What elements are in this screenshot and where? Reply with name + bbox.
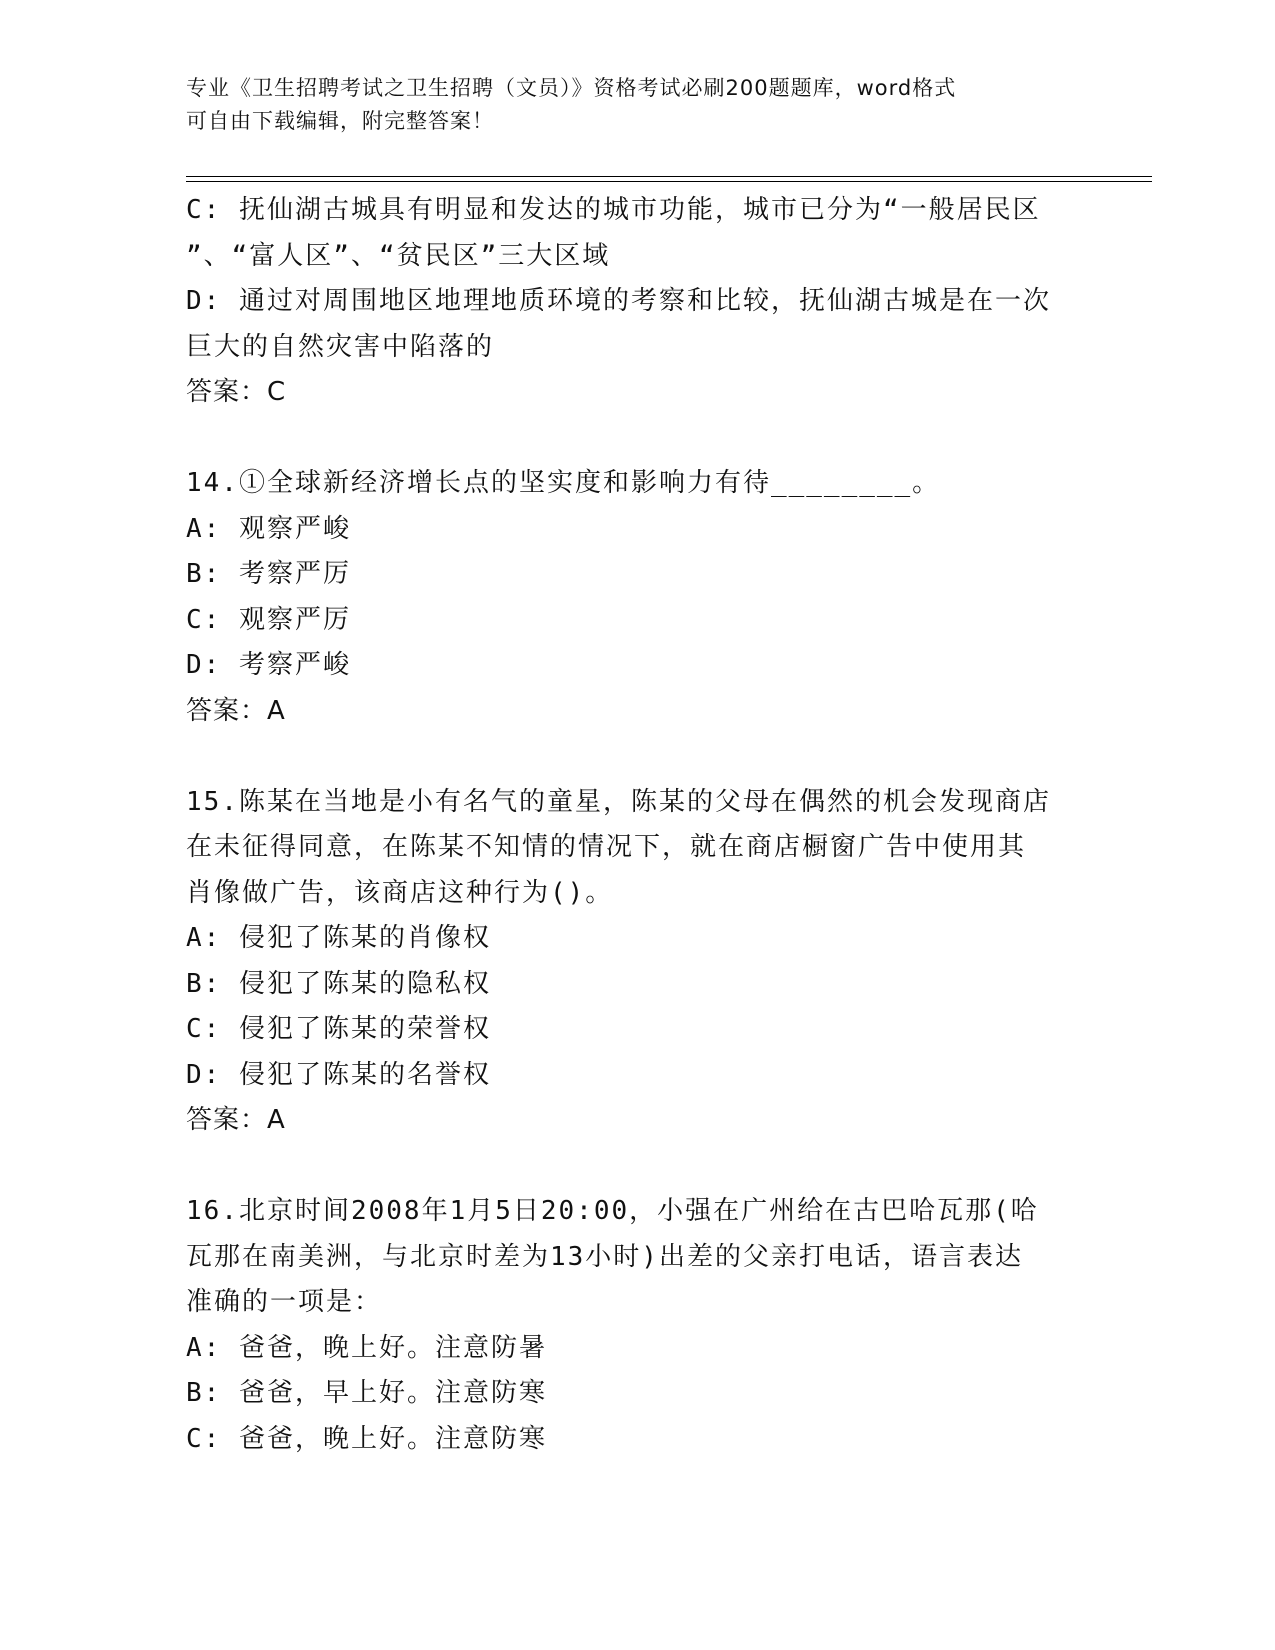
answer: 答案：A <box>186 1105 286 1135</box>
question-16 <box>186 1189 1086 1462</box>
option-c-line-1: C: 抚仙湖古城具有明显和发达的城市功能，城市已分为“一般居民区 <box>186 195 1041 225</box>
spacer <box>186 1144 1086 1190</box>
answer: 答案：A <box>186 695 286 726</box>
question-14 <box>186 461 1086 734</box>
option-c-line-2: ”、“富人区”、“贫民区”三大区域 <box>186 240 611 271</box>
header-line-1: 专业《卫生招聘考试之卫生招聘（文员）》资格考试必刷200题题库，word格式 <box>186 76 957 100</box>
option-a: A: 观察严峻 <box>186 513 351 544</box>
question-stem-line-1: 16.北京时间2008年1月5日20:00，小强在广州给在古巴哈瓦那(哈 <box>186 1196 1039 1226</box>
option-c: C: 观察严厉 <box>186 604 351 635</box>
question-13-tail <box>186 188 1086 416</box>
header-divider <box>186 176 1152 182</box>
question-stem: 14.①全球新经济增长点的坚实度和影响力有待________。 <box>186 468 941 498</box>
option-b: B: 爸爸，早上好。注意防寒 <box>186 1378 547 1408</box>
question-stem-line-2: 瓦那在南美洲，与北京时差为13小时)出差的父亲打电话，语言表达 <box>186 1241 1023 1272</box>
option-a: A: 侵犯了陈某的肖像权 <box>186 923 491 953</box>
option-d: D: 考察严峻 <box>186 650 351 680</box>
option-c: C: 侵犯了陈某的荣誉权 <box>186 1014 491 1044</box>
option-c: C: 爸爸，晚上好。注意防寒 <box>186 1423 547 1454</box>
option-d-line-1: D: 通过对周围地区地理地质环境的考察和比较，抚仙湖古城是在一次 <box>186 286 1051 316</box>
question-stem-line-3: 准确的一项是： <box>186 1287 383 1317</box>
question-stem-line-3: 肖像做广告，该商店这种行为()。 <box>186 877 614 908</box>
answer: 答案：C <box>186 377 287 407</box>
option-d-line-2: 巨大的自然灾害中陷落的 <box>186 331 495 362</box>
option-b: B: 侵犯了陈某的隐私权 <box>186 968 491 999</box>
header-line-2: 可自由下载编辑，附完整答案！ <box>186 109 494 133</box>
question-stem-line-2: 在未征得同意，在陈某不知情的情况下，就在商店橱窗广告中使用其 <box>186 832 1027 862</box>
option-b: B: 考察严厉 <box>186 559 351 589</box>
spacer <box>186 416 1086 462</box>
spacer <box>186 734 1086 780</box>
option-a: A: 爸爸，晚上好。注意防暑 <box>186 1332 547 1363</box>
document-body <box>186 188 1086 1462</box>
question-15 <box>186 780 1086 1144</box>
option-d: D: 侵犯了陈某的名誉权 <box>186 1059 491 1090</box>
question-stem-line-1: 15.陈某在当地是小有名气的童星，陈某的父母在偶然的机会发现商店 <box>186 786 1051 817</box>
page-header <box>186 72 1066 138</box>
